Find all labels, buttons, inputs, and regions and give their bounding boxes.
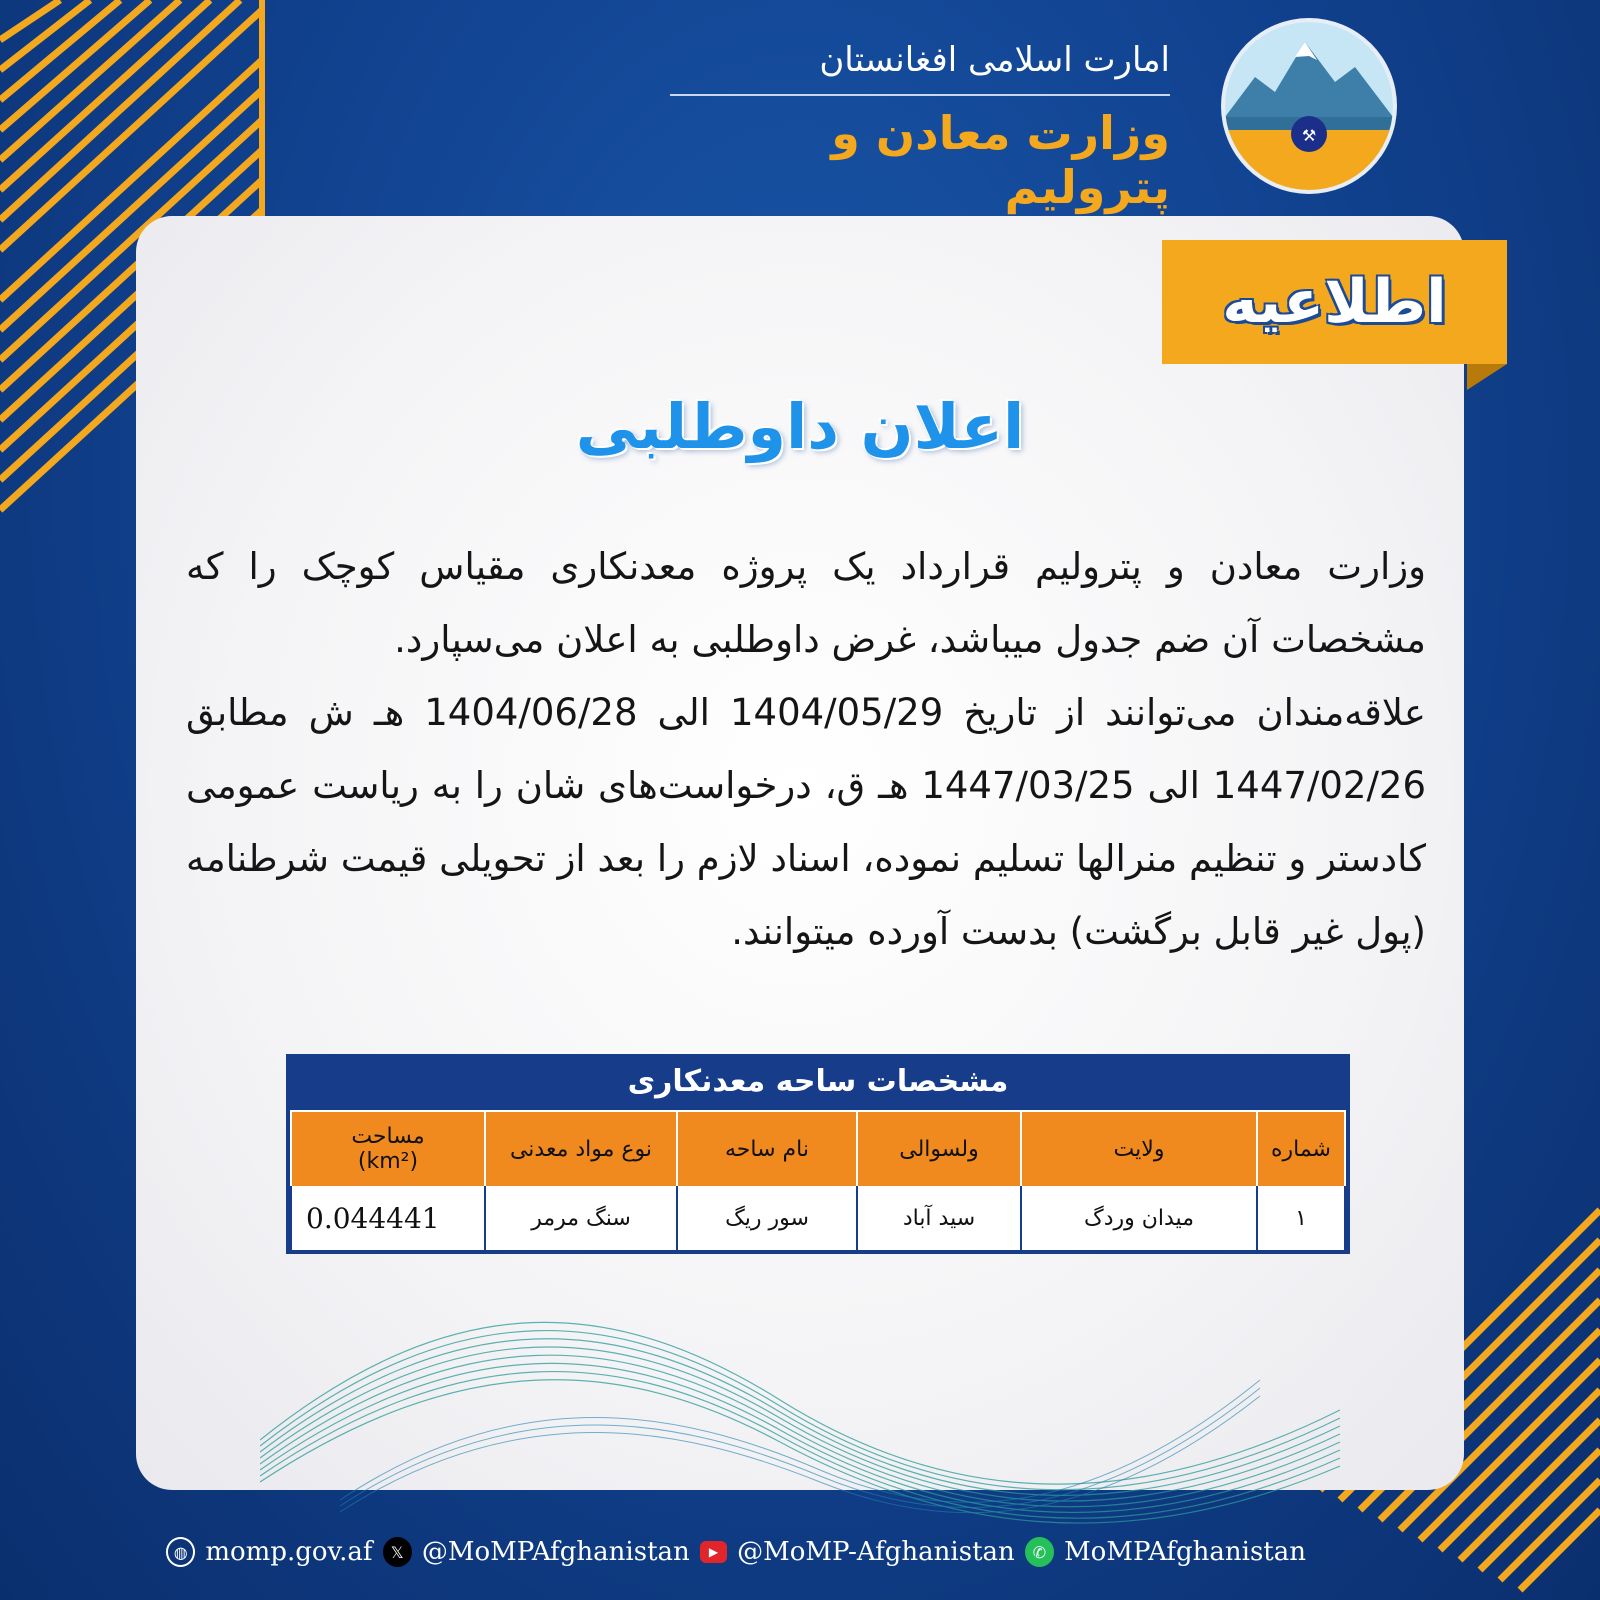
- notice-badge: [1162, 240, 1507, 364]
- table-header-row: [291, 1111, 1345, 1186]
- header-ministry-name: وزارت معادن و پترولیم: [831, 106, 1170, 214]
- cell-area: 0.044441: [291, 1186, 485, 1250]
- header-site-name: نام ساحه: [677, 1111, 857, 1186]
- svg-text:⚒: ⚒: [1301, 126, 1317, 145]
- announcement-body: [186, 530, 1426, 968]
- footer-website-link[interactable]: momp.gov.af: [205, 1537, 373, 1567]
- table-row: [291, 1186, 1345, 1250]
- cell-province: میدان وردگ: [1021, 1186, 1257, 1250]
- header-district: ولسوالی: [857, 1111, 1021, 1186]
- whatsapp-icon: ✆: [1025, 1537, 1054, 1567]
- footer-whatsapp-link[interactable]: MoMPAfghanistan: [1064, 1537, 1306, 1567]
- header-number: شماره: [1257, 1111, 1345, 1186]
- cell-number: ١: [1257, 1186, 1345, 1250]
- cell-district: سید آباد: [857, 1186, 1021, 1250]
- header-area-label: مساحت: [351, 1124, 425, 1149]
- globe-icon: ◍: [166, 1537, 195, 1567]
- decorative-waves: [260, 1260, 1340, 1560]
- footer-youtube-link[interactable]: @MoMP-Afghanistan: [737, 1537, 1015, 1567]
- header-divider: [670, 94, 1170, 96]
- table-title: مشخصات ساحه معدنکاری: [627, 1064, 1009, 1099]
- mining-site-table: [286, 1054, 1350, 1254]
- youtube-icon: ▶: [700, 1541, 727, 1563]
- notice-label: اطلاعیه: [1222, 267, 1447, 337]
- header-area-unit: (km²): [357, 1149, 419, 1174]
- cell-mineral-type: سنگ مرمر: [485, 1186, 677, 1250]
- body-paragraph-2: علاقه‌مندان می‌توانند از تاریخ 1404/05/29 الی 1404/06/28 هـ ش مطابق 1447/02/26 الی 1447/03/25 هـ ق، درخواست‌های شان را به ریاست عمومی کادستر و تنظیم منرالها تسلیم نموده، اسناد لازم را بعد از تحویلی قیمت شرطنامه (پول غیر قابل برگشت) بدست آورده میتوانند.: [186, 691, 1426, 953]
- header: [650, 40, 1170, 214]
- footer-x-link[interactable]: @MoMPAfghanistan: [421, 1537, 690, 1567]
- page-title: اعلان داوطلبی: [575, 390, 1025, 463]
- header-province: ولایت: [1021, 1111, 1257, 1186]
- header-emirate-name: امارت اسلامی افغانستان: [819, 40, 1170, 80]
- x-logo-icon: 𝕏: [383, 1537, 412, 1567]
- notice-badge-fold: [1467, 364, 1507, 390]
- cell-site-name: سور ریگ: [677, 1186, 857, 1250]
- header-area: [291, 1111, 485, 1186]
- body-paragraph-1: وزارت معادن و پترولیم قرارداد یک پروژه معدنکاری مقیاس کوچک را که مشخصات آن ضم جدول میباشد، غرض داوطلبی به اعلان می‌سپارد.: [186, 545, 1426, 661]
- ministry-logo: [1225, 22, 1393, 190]
- footer-social-links: [166, 1532, 1306, 1572]
- header-mineral-type: نوع مواد معدنی: [485, 1111, 677, 1186]
